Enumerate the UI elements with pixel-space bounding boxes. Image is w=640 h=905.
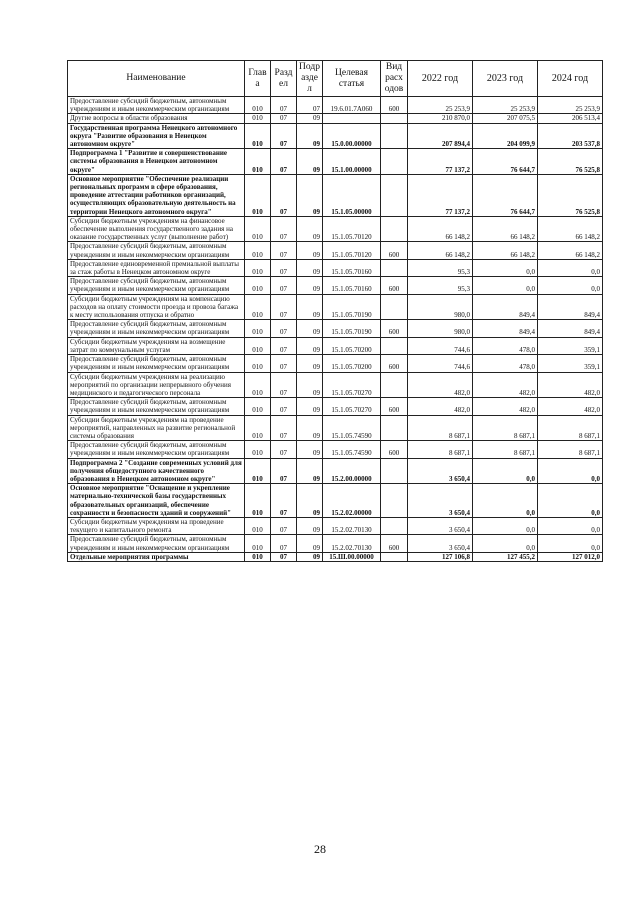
cell-2022: 207 894,4 [408, 123, 473, 149]
table-row [68, 398, 603, 415]
cell-expense-type [381, 259, 408, 276]
cell-expense-type [381, 517, 408, 534]
table-row [68, 441, 603, 458]
cell-section: 07 [271, 97, 297, 114]
cell-2024: 66 148,2 [538, 216, 603, 242]
cell-chapter: 010 [245, 294, 271, 320]
page-number: 28 [314, 842, 326, 856]
cell-2024: 8 687,1 [538, 441, 603, 458]
cell-2022: 3 650,4 [408, 458, 473, 484]
cell-section: 07 [271, 242, 297, 259]
cell-2022: 482,0 [408, 372, 473, 398]
header-subsection: Подр азде л [297, 61, 323, 97]
cell-chapter: 010 [245, 259, 271, 276]
cell-chapter: 010 [245, 398, 271, 415]
cell-2024: 0,0 [538, 535, 603, 552]
cell-2024: 359,1 [538, 355, 603, 372]
cell-section: 07 [271, 458, 297, 484]
cell-2023: 127 455,2 [473, 552, 538, 561]
cell-expense-type [381, 458, 408, 484]
cell-2022: 3 650,4 [408, 535, 473, 552]
cell-expense-type: 600 [381, 535, 408, 552]
cell-section: 07 [271, 484, 297, 518]
cell-section: 07 [271, 372, 297, 398]
cell-2022: 980,0 [408, 294, 473, 320]
cell-chapter: 010 [245, 242, 271, 259]
table-row [68, 337, 603, 354]
cell-2022: 3 650,4 [408, 484, 473, 518]
cell-section: 07 [271, 174, 297, 216]
cell-2024: 0,0 [538, 484, 603, 518]
cell-2023: 76 644,7 [473, 174, 538, 216]
cell-chapter: 010 [245, 535, 271, 552]
cell-subsection: 09 [297, 294, 323, 320]
cell-chapter: 010 [245, 415, 271, 441]
cell-expense-type: 600 [381, 441, 408, 458]
table-row [68, 294, 603, 320]
cell-expense-type [381, 552, 408, 561]
cell-chapter: 010 [245, 277, 271, 294]
cell-section: 07 [271, 337, 297, 354]
cell-subsection: 09 [297, 114, 323, 123]
header-chapter: Глав а [245, 61, 271, 97]
cell-2023: 0,0 [473, 277, 538, 294]
table-row [68, 552, 603, 561]
cell-name: Предоставление субсидий бюджетным, автономным учреждениям и иным некоммерческим организациям [68, 535, 245, 552]
cell-expense-type [381, 149, 408, 175]
cell-2023: 849,4 [473, 294, 538, 320]
cell-chapter: 010 [245, 458, 271, 484]
cell-name: Предоставление субсидий бюджетным, автономным учреждениям и иным некоммерческим организациям [68, 398, 245, 415]
cell-2022: 66 148,2 [408, 242, 473, 259]
cell-2023: 8 687,1 [473, 415, 538, 441]
cell-target-article: 15.1.05.70120 [323, 242, 381, 259]
cell-target-article: 15.1.05.70160 [323, 277, 381, 294]
cell-2024: 359,1 [538, 337, 603, 354]
header-2023: 2023 год [473, 61, 538, 97]
cell-expense-type: 600 [381, 277, 408, 294]
cell-subsection: 09 [297, 441, 323, 458]
cell-2023: 0,0 [473, 517, 538, 534]
cell-2024: 849,4 [538, 294, 603, 320]
cell-section: 07 [271, 355, 297, 372]
cell-target-article: 15.2.02.70130 [323, 535, 381, 552]
cell-section: 07 [271, 535, 297, 552]
cell-target-article: 15.1.05.70200 [323, 337, 381, 354]
cell-2023: 204 099,9 [473, 123, 538, 149]
cell-2024: 0,0 [538, 458, 603, 484]
cell-2023: 0,0 [473, 259, 538, 276]
cell-2024: 76 525,8 [538, 149, 603, 175]
cell-target-article: 15.1.05.70190 [323, 294, 381, 320]
cell-expense-type [381, 484, 408, 518]
cell-subsection: 09 [297, 398, 323, 415]
cell-2022: 744,6 [408, 355, 473, 372]
cell-target-article: 15.1.05.70120 [323, 216, 381, 242]
cell-2024: 849,4 [538, 320, 603, 337]
cell-2022: 8 687,1 [408, 441, 473, 458]
cell-target-article: 15.1.05.70270 [323, 372, 381, 398]
table-row [68, 114, 603, 123]
table-row [68, 517, 603, 534]
cell-2024: 127 012,0 [538, 552, 603, 561]
cell-name: Субсидии бюджетным учреждениям на финансовое обеспечение выполнения государственного задания на оказание государственных услуг (выполнение работ) [68, 216, 245, 242]
cell-2022: 127 106,8 [408, 552, 473, 561]
header-2024: 2024 год [538, 61, 603, 97]
cell-2024: 206 513,4 [538, 114, 603, 123]
cell-name: Предоставление субсидий бюджетным, автономным учреждениям и иным некоммерческим организациям [68, 441, 245, 458]
cell-2022: 8 687,1 [408, 415, 473, 441]
cell-expense-type [381, 294, 408, 320]
cell-2023: 207 075,5 [473, 114, 538, 123]
cell-name: Субсидии бюджетным учреждениям на проведение мероприятий, направленных на развитие региональной системы образования [68, 415, 245, 441]
cell-2023: 0,0 [473, 458, 538, 484]
cell-2024: 66 148,2 [538, 242, 603, 259]
table-header-row [68, 61, 603, 97]
cell-section: 07 [271, 259, 297, 276]
cell-target-article [323, 114, 381, 123]
cell-target-article: 15.1.05.70200 [323, 355, 381, 372]
table-body [68, 97, 603, 562]
cell-expense-type: 600 [381, 355, 408, 372]
cell-2024: 0,0 [538, 517, 603, 534]
cell-name: Основное мероприятие "Оснащение и укрепление материально-технической базы государственных образовательных организаций, обеспечение сохранности и безопасности зданий и сооружений" [68, 484, 245, 518]
cell-target-article: 19.6.01.7А060 [323, 97, 381, 114]
cell-2022: 3 650,4 [408, 517, 473, 534]
cell-subsection: 09 [297, 552, 323, 561]
cell-chapter: 010 [245, 552, 271, 561]
cell-chapter: 010 [245, 337, 271, 354]
cell-target-article: 15.0.00.00000 [323, 123, 381, 149]
cell-name: Отдельные мероприятия программы [68, 552, 245, 561]
cell-subsection: 09 [297, 216, 323, 242]
table-row [68, 415, 603, 441]
cell-name: Другие вопросы в области образования [68, 114, 245, 123]
cell-subsection: 09 [297, 149, 323, 175]
cell-name: Государственная программа Ненецкого автономного округа "Развитие образования в Ненецком автономном округе" [68, 123, 245, 149]
header-2022: 2022 год [408, 61, 473, 97]
cell-2022: 210 870,0 [408, 114, 473, 123]
cell-2024: 203 537,8 [538, 123, 603, 149]
table-row [68, 216, 603, 242]
cell-expense-type: 600 [381, 242, 408, 259]
cell-subsection: 09 [297, 123, 323, 149]
cell-2023: 478,0 [473, 355, 538, 372]
cell-2022: 95,3 [408, 277, 473, 294]
table-row [68, 97, 603, 114]
cell-section: 07 [271, 216, 297, 242]
cell-target-article: 15.Ш.00.00000 [323, 552, 381, 561]
table-row [68, 320, 603, 337]
cell-2024: 8 687,1 [538, 415, 603, 441]
cell-expense-type: 600 [381, 97, 408, 114]
cell-2022: 980,0 [408, 320, 473, 337]
cell-2022: 25 253,9 [408, 97, 473, 114]
cell-section: 07 [271, 441, 297, 458]
table-row [68, 535, 603, 552]
cell-name: Предоставление субсидий бюджетным, автономным учреждениям и иным некоммерческим организациям [68, 320, 245, 337]
table-row [68, 259, 603, 276]
cell-chapter: 010 [245, 123, 271, 149]
cell-target-article: 15.1.05.70190 [323, 320, 381, 337]
cell-name: Субсидии бюджетным учреждениям на возмещение затрат по коммунальным услугам [68, 337, 245, 354]
cell-subsection: 09 [297, 458, 323, 484]
cell-2022: 95,3 [408, 259, 473, 276]
header-target-article: Целевая статья [323, 61, 381, 97]
cell-section: 07 [271, 552, 297, 561]
cell-expense-type [381, 216, 408, 242]
cell-2023: 849,4 [473, 320, 538, 337]
cell-section: 07 [271, 415, 297, 441]
table-row [68, 242, 603, 259]
cell-name: Предоставление субсидий бюджетным, автономным учреждениям и иным некоммерческим организациям [68, 242, 245, 259]
cell-2023: 8 687,1 [473, 441, 538, 458]
cell-target-article: 15.1.05.74590 [323, 441, 381, 458]
cell-target-article: 15.2.02.70130 [323, 517, 381, 534]
table-row [68, 355, 603, 372]
table-row [68, 277, 603, 294]
cell-section: 07 [271, 320, 297, 337]
cell-name: Подпрограмма 2 "Создание современных условий для получения общедоступного качественного образования в Ненецком автономном округе" [68, 458, 245, 484]
cell-section: 07 [271, 149, 297, 175]
cell-target-article: 15.2.00.00000 [323, 458, 381, 484]
cell-expense-type: 600 [381, 398, 408, 415]
cell-name: Подпрограмма 1 "Развитие и совершенствование системы образования в Ненецком автономном округе" [68, 149, 245, 175]
cell-subsection: 09 [297, 415, 323, 441]
cell-2022: 66 148,2 [408, 216, 473, 242]
cell-target-article: 15.2.02.00000 [323, 484, 381, 518]
cell-target-article: 15.1.00.00000 [323, 149, 381, 175]
header-name: Наименование [68, 61, 245, 97]
cell-section: 07 [271, 294, 297, 320]
cell-2024: 0,0 [538, 277, 603, 294]
cell-subsection: 09 [297, 174, 323, 216]
cell-2024: 482,0 [538, 372, 603, 398]
cell-name: Субсидии бюджетным учреждениям на компенсацию расходов на оплату стоимости проезда и провоза багажа к месту использования отпуска и обратно [68, 294, 245, 320]
table-row [68, 458, 603, 484]
cell-expense-type [381, 337, 408, 354]
cell-subsection: 09 [297, 242, 323, 259]
cell-2024: 482,0 [538, 398, 603, 415]
cell-name: Предоставление субсидий бюджетным, автономным учреждениям и иным некоммерческим организациям [68, 277, 245, 294]
cell-target-article: 15.1.05.70160 [323, 259, 381, 276]
cell-expense-type [381, 123, 408, 149]
cell-2023: 76 644,7 [473, 149, 538, 175]
cell-expense-type [381, 174, 408, 216]
cell-2022: 744,6 [408, 337, 473, 354]
cell-subsection: 09 [297, 535, 323, 552]
cell-name: Предоставление единовременной премиальной выплаты за стаж работы в Ненецком автономном округе [68, 259, 245, 276]
cell-expense-type [381, 372, 408, 398]
cell-name: Субсидии бюджетным учреждениям на проведение текущего и капитального ремонта [68, 517, 245, 534]
cell-section: 07 [271, 517, 297, 534]
cell-chapter: 010 [245, 355, 271, 372]
cell-name: Предоставление субсидий бюджетным, автономным учреждениям и иным некоммерческим организациям [68, 355, 245, 372]
cell-subsection: 09 [297, 484, 323, 518]
header-expense-type: Вид расх одов [381, 61, 408, 97]
cell-2024: 25 253,9 [538, 97, 603, 114]
cell-subsection: 09 [297, 517, 323, 534]
cell-2023: 482,0 [473, 398, 538, 415]
cell-chapter: 010 [245, 320, 271, 337]
cell-chapter: 010 [245, 484, 271, 518]
table-row [68, 372, 603, 398]
cell-2023: 0,0 [473, 535, 538, 552]
cell-2023: 482,0 [473, 372, 538, 398]
budget-table [67, 60, 603, 562]
cell-target-article: 15.1.05.00000 [323, 174, 381, 216]
cell-section: 07 [271, 398, 297, 415]
cell-subsection: 07 [297, 97, 323, 114]
cell-subsection: 09 [297, 337, 323, 354]
cell-2023: 66 148,2 [473, 242, 538, 259]
cell-2022: 77 137,2 [408, 149, 473, 175]
cell-section: 07 [271, 123, 297, 149]
cell-subsection: 09 [297, 372, 323, 398]
cell-2023: 0,0 [473, 484, 538, 518]
cell-chapter: 010 [245, 114, 271, 123]
cell-2023: 66 148,2 [473, 216, 538, 242]
cell-chapter: 010 [245, 174, 271, 216]
header-section: Разд ел [271, 61, 297, 97]
cell-section: 07 [271, 114, 297, 123]
cell-expense-type: 600 [381, 320, 408, 337]
cell-chapter: 010 [245, 441, 271, 458]
table-row [68, 123, 603, 149]
cell-subsection: 09 [297, 320, 323, 337]
cell-name: Предоставление субсидий бюджетным, автономным учреждениям и иным некоммерческим организациям [68, 97, 245, 114]
cell-2022: 77 137,2 [408, 174, 473, 216]
cell-target-article: 15.1.05.70270 [323, 398, 381, 415]
table-row [68, 484, 603, 518]
cell-subsection: 09 [297, 259, 323, 276]
cell-expense-type [381, 415, 408, 441]
cell-2023: 478,0 [473, 337, 538, 354]
cell-chapter: 010 [245, 149, 271, 175]
table-row [68, 174, 603, 216]
cell-chapter: 010 [245, 216, 271, 242]
cell-2023: 25 253,9 [473, 97, 538, 114]
cell-2022: 482,0 [408, 398, 473, 415]
cell-subsection: 09 [297, 355, 323, 372]
cell-2024: 76 525,8 [538, 174, 603, 216]
cell-subsection: 09 [297, 277, 323, 294]
cell-section: 07 [271, 277, 297, 294]
cell-chapter: 010 [245, 372, 271, 398]
cell-name: Субсидии бюджетным учреждениям на реализацию мероприятий по организации непрерывного обучения медицинского и педагогического персонала [68, 372, 245, 398]
cell-chapter: 010 [245, 97, 271, 114]
table-row [68, 149, 603, 175]
cell-2024: 0,0 [538, 259, 603, 276]
cell-name: Основное мероприятие "Обеспечение реализации региональных программ в сфере образования, проведение аттестации работников организаций, осуществляющих образовательную деятельность на территории Ненецкого автономного округа" [68, 174, 245, 216]
cell-expense-type [381, 114, 408, 123]
cell-chapter: 010 [245, 517, 271, 534]
cell-target-article: 15.1.05.74590 [323, 415, 381, 441]
